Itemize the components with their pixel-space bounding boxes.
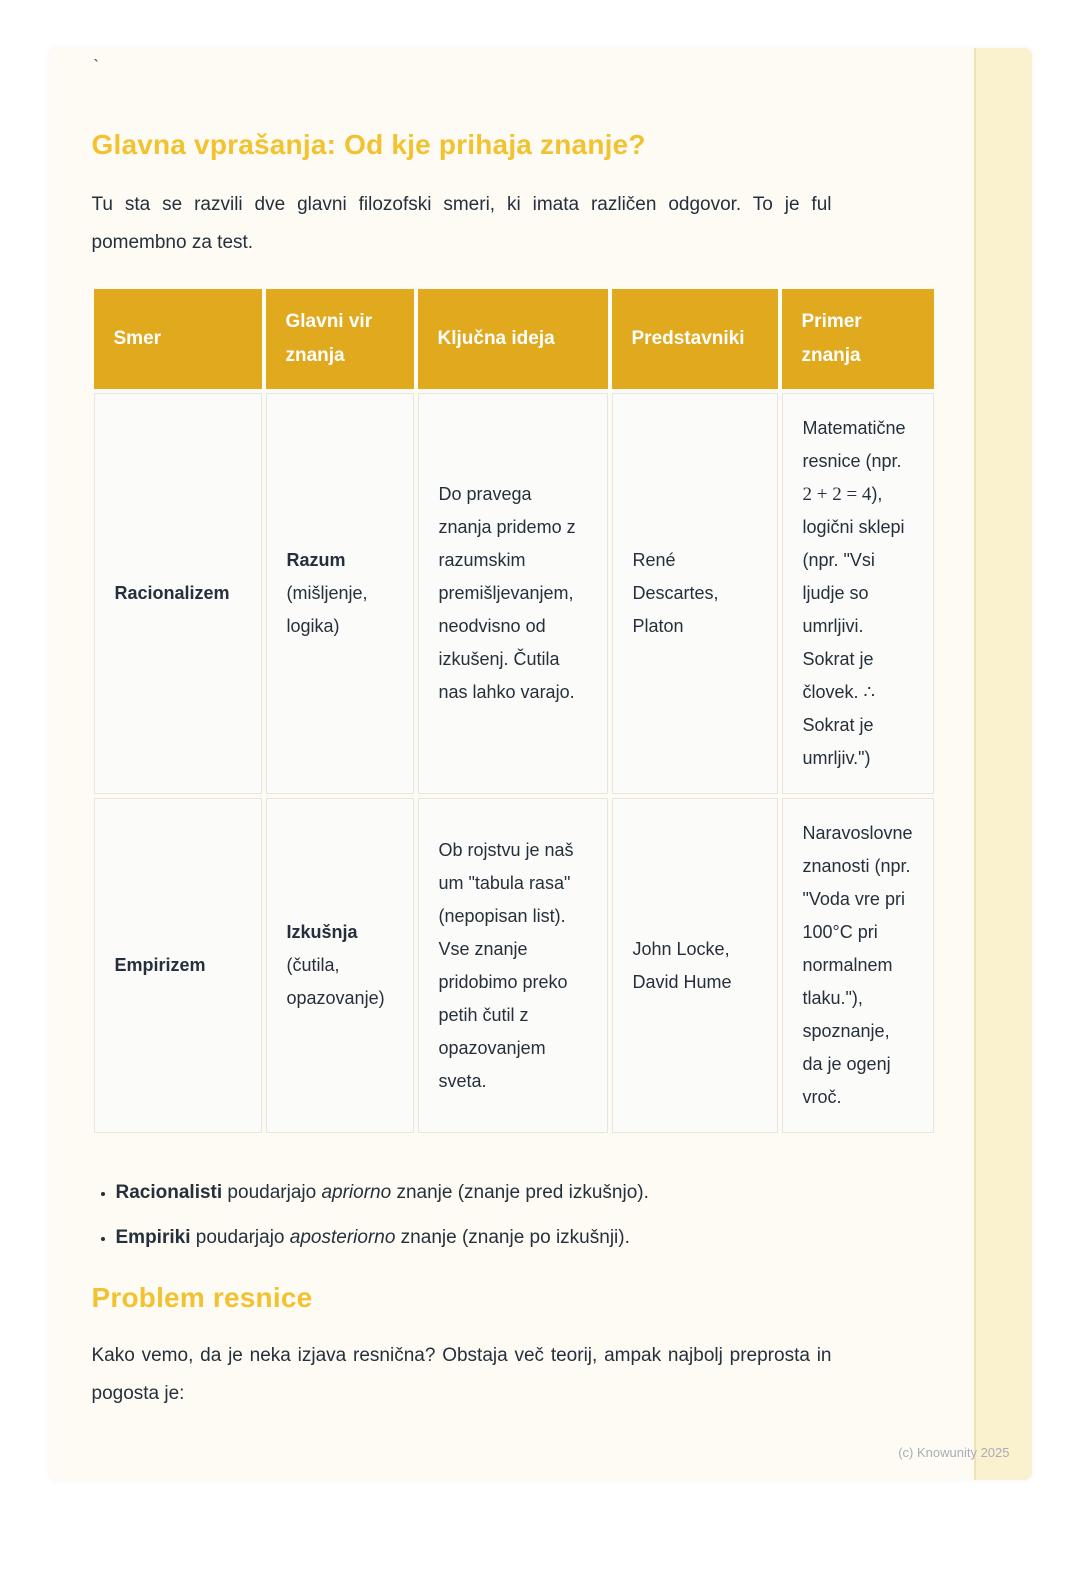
- cell-ideja-empirizem: Ob rojstvu je naš um "tabula rasa" (nepopisan list). Vse znanje pridobimo preko petih čutil z opazovanjem sveta.: [418, 798, 608, 1133]
- cell-smer-empirizem: Empirizem: [94, 798, 262, 1133]
- cell-ideja-racionalizem: Do pravega znanja pridemo z razumskim premišljevanjem, neodvisno od izkušenj. Čutila nas lahko varajo.: [418, 393, 608, 794]
- cell-vir-empirizem: Izkušnja (čutila, opazovanje): [266, 798, 414, 1133]
- header-cell-primer-znanja: Primer znanja: [782, 289, 934, 389]
- document-page-card: [49, 48, 1032, 1480]
- knowledge-sources-table: [90, 285, 938, 1137]
- header-cell-smer: Smer: [94, 289, 262, 389]
- section-heading-problem-resnice: Problem resnice: [91, 1282, 313, 1313]
- header-cell-glavni-vir-znanja: Glavni vir znanja: [266, 289, 414, 389]
- header-cell-kljucna-ideja: Ključna ideja: [418, 289, 608, 389]
- stray-backtick-character: `: [93, 58, 99, 75]
- takeaway-bullet-list: [116, 1179, 836, 1251]
- cell-primer-racionalizem: Matematične resnice (npr. 2 + 2 = 4), logični sklepi (npr. "Vsi ljudje so umrljivi. Sokrat je človek. ∴ Sokrat je umrljiv."): [782, 393, 934, 794]
- cell-predstavniki-empirizem: John Locke, David Hume: [612, 798, 778, 1133]
- cell-primer-empirizem: Naravoslovne znanosti (npr. "Voda vre pri 100°C pri normalnem tlaku."), spoznanje, da je ogenj vroč.: [782, 798, 934, 1133]
- table-header-row: [94, 289, 934, 389]
- section-heading-main-questions: Glavna vprašanja: Od kje prihaja znanje?: [91, 129, 646, 160]
- page-content: [49, 48, 1032, 1413]
- bullet-racionalisti: • Racionalisti poudarjajo apriorno znanje (znanje pred izkušnjo).: [116, 1179, 836, 1206]
- footer-copyright: (c) Knowunity 2025: [898, 1445, 1010, 1460]
- cell-vir-racionalizem: Razum (mišljenje, logika): [266, 393, 414, 794]
- table-row-racionalizem: [94, 393, 934, 794]
- closing-paragraph: Kako vemo, da je neka izjava resnična? Obstaja več teorij, ampak najbolj preprosta in pogosta je:: [91, 1345, 832, 1404]
- cell-smer-racionalizem: Racionalizem: [94, 393, 262, 794]
- bullet-empiriki: • Empiriki poudarjajo aposteriorno znanje (znanje po izkušnji).: [116, 1224, 836, 1251]
- math-formula: 2 + 2 = 4: [802, 484, 872, 505]
- cell-predstavniki-racionalizem: René Descartes, Platon: [612, 393, 778, 794]
- header-cell-predstavniki: Predstavniki: [612, 289, 778, 389]
- intro-paragraph: Tu sta se razvili dve glavni filozofski smeri, ki imata različen odgovor. To je ful pomembno za test.: [91, 194, 832, 253]
- table-row-empirizem: [94, 798, 934, 1133]
